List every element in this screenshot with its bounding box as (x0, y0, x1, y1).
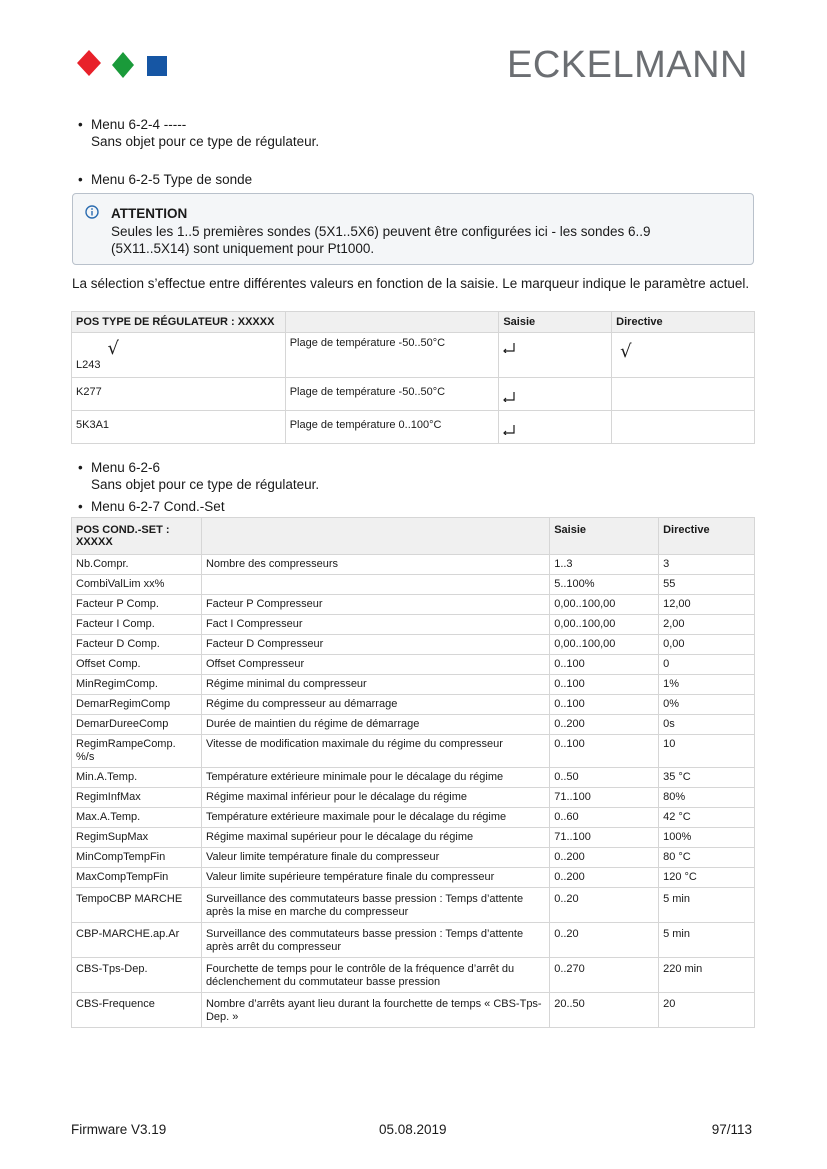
param-default: 220 min (659, 958, 755, 993)
param-name: RegimRampeComp. %/s (72, 735, 202, 768)
param-desc (201, 575, 549, 595)
directive-cell (612, 378, 755, 411)
attention-box (72, 193, 754, 265)
param-range: 0..50 (550, 768, 659, 788)
param-default: 12,00 (659, 595, 755, 615)
param-desc: Régime maximal inférieur pour le décalage du régime (201, 788, 549, 808)
param-name: CBS-Tps-Dep. (72, 958, 202, 993)
header-saisie: Saisie (499, 312, 612, 333)
param-name: Facteur I Comp. (72, 615, 202, 635)
sensor-name: 5K3A1 (72, 411, 286, 444)
param-name: CombiValLim xx% (72, 575, 202, 595)
current-marker-icon: √ (107, 338, 120, 359)
directive-marker-icon: √ (620, 341, 632, 362)
param-range: 0..270 (550, 958, 659, 993)
header-desc (285, 312, 499, 333)
param-range: 0..200 (550, 715, 659, 735)
table-row (72, 788, 755, 808)
bullet-title: Menu 6-2-7 Cond.-Set (91, 499, 225, 514)
param-name: CBS-Frequence (72, 993, 202, 1028)
param-desc: Valeur limite température finale du compresseur (201, 848, 549, 868)
table-header-row (72, 312, 755, 333)
param-desc: Valeur limite supérieure température finale du compresseur (201, 868, 549, 888)
table-row (72, 695, 755, 715)
enter-icon (503, 343, 515, 353)
table-row (72, 868, 755, 888)
param-desc: Offset Compresseur (201, 655, 549, 675)
eckelmann-logo (74, 46, 170, 80)
param-range: 0..200 (550, 868, 659, 888)
param-default: 0,00 (659, 635, 755, 655)
bullet-menu-6-2-4: • Menu 6-2-4 ----- Sans objet pour ce type de régulateur. (78, 117, 320, 149)
cond-set-table (71, 517, 755, 1028)
bullet-menu-6-2-7: • Menu 6-2-7 Cond.-Set (78, 499, 225, 514)
param-desc: Nombre des compresseurs (201, 555, 549, 575)
param-range: 71..100 (550, 828, 659, 848)
header-pos: POS TYPE DE RÉGULATEUR : XXXXX (72, 312, 286, 333)
table-row (72, 828, 755, 848)
param-default: 20 (659, 993, 755, 1028)
logo-red-diamond (77, 50, 101, 76)
param-name: CBP-MARCHE.ap.Ar (72, 923, 202, 958)
param-default: 1% (659, 675, 755, 695)
param-default: 80 °C (659, 848, 755, 868)
table-row (72, 993, 755, 1028)
param-range: 0,00..100,00 (550, 595, 659, 615)
param-range: 0..100 (550, 695, 659, 715)
footer-page-number: 97/113 (711, 1122, 752, 1137)
directive-cell (612, 411, 755, 444)
param-desc: Surveillance des commutateurs basse pression : Temps d’attente après la mise en marche du compresseur (201, 888, 549, 923)
param-default: 5 min (659, 888, 755, 923)
sensor-type-table (71, 311, 755, 444)
bullet-title: Menu 6-2-5 Type de sonde (91, 172, 253, 187)
footer-firmware: Firmware V3.19 (71, 1122, 167, 1137)
table-row (72, 615, 755, 635)
attention-title: ATTENTION (111, 206, 188, 221)
table-row (72, 675, 755, 695)
param-desc: Régime maximal supérieur pour le décalage du régime (201, 828, 549, 848)
param-desc: Nombre d’arrêts ayant lieu durant la fourchette de temps « CBS-Tps-Dep. » (201, 993, 549, 1028)
header-directive: Directive (612, 312, 755, 333)
bullet-title: Menu 6-2-4 ----- (91, 117, 187, 132)
param-range: 5..100% (550, 575, 659, 595)
table-row (72, 808, 755, 828)
table-row (72, 555, 755, 575)
info-icon (85, 205, 99, 219)
param-desc: Durée de maintien du régime de démarrage (201, 715, 549, 735)
param-desc: Régime du compresseur au démarrage (201, 695, 549, 715)
sensor-name-cell (72, 333, 286, 378)
param-range: 0,00..100,00 (550, 635, 659, 655)
table-row (72, 923, 755, 958)
bullet-title: Menu 6-2-6 (91, 460, 161, 475)
param-desc: Facteur D Compresseur (201, 635, 549, 655)
param-default: 42 °C (659, 808, 755, 828)
table-header-row (72, 518, 755, 555)
param-name: Max.A.Temp. (72, 808, 202, 828)
param-name: MinCompTempFin (72, 848, 202, 868)
param-desc: Vitesse de modification maximale du régime du compresseur (201, 735, 549, 768)
param-range: 71..100 (550, 788, 659, 808)
param-desc: Facteur P Compresseur (201, 595, 549, 615)
param-range: 0..100 (550, 675, 659, 695)
param-desc: Fourchette de temps pour le contrôle de la fréquence d’arrêt du déclenchement du commutateur basse pression (201, 958, 549, 993)
cond-set-body (72, 555, 755, 1028)
table-row (72, 848, 755, 868)
directive-cell (612, 333, 755, 378)
param-desc: Régime minimal du compresseur (201, 675, 549, 695)
table-row (72, 575, 755, 595)
header-desc (201, 518, 549, 555)
sensor-desc: Plage de température -50..50°C (285, 378, 499, 411)
param-default: 10 (659, 735, 755, 768)
table-row (72, 411, 755, 444)
param-default: 5 min (659, 923, 755, 958)
table-row (72, 655, 755, 675)
param-range: 1..3 (550, 555, 659, 575)
param-name: DemarRegimComp (72, 695, 202, 715)
param-name: Facteur P Comp. (72, 595, 202, 615)
saisie-cell (499, 411, 612, 444)
param-desc: Surveillance des commutateurs basse pression : Temps d’attente après arrêt du compresseur (201, 923, 549, 958)
sensor-desc: Plage de température 0..100°C (285, 411, 499, 444)
table-row (72, 378, 755, 411)
table-row (72, 715, 755, 735)
table-row (72, 595, 755, 615)
param-name: MaxCompTempFin (72, 868, 202, 888)
logo-blue-square (147, 56, 167, 76)
param-desc: Température extérieure maximale pour le décalage du régime (201, 808, 549, 828)
param-name: DemarDureeComp (72, 715, 202, 735)
bullet-subtext: Sans objet pour ce type de régulateur. (91, 134, 320, 149)
sensor-desc: Plage de température -50..50°C (285, 333, 499, 378)
param-default: 80% (659, 788, 755, 808)
param-name: RegimInfMax (72, 788, 202, 808)
bullet-subtext: Sans objet pour ce type de régulateur. (91, 477, 320, 492)
param-default: 3 (659, 555, 755, 575)
header-saisie: Saisie (550, 518, 659, 555)
param-desc: Fact I Compresseur (201, 615, 549, 635)
saisie-cell (499, 333, 612, 378)
logo-green-diamond (112, 52, 134, 78)
table-row (72, 958, 755, 993)
param-range: 0..100 (550, 735, 659, 768)
param-name: Offset Comp. (72, 655, 202, 675)
attention-text: Seules les 1..5 premières sondes (5X1..5X6) peuvent être configurées ici - les sondes 6..9 (5X11..5X14) sont uniquement pour Pt1000. (111, 224, 651, 256)
param-name: RegimSupMax (72, 828, 202, 848)
table-row (72, 635, 755, 655)
param-default: 120 °C (659, 868, 755, 888)
bullet-menu-6-2-6: • Menu 6-2-6 Sans objet pour ce type de régulateur. (78, 460, 320, 492)
param-name: Min.A.Temp. (72, 768, 202, 788)
param-default: 0% (659, 695, 755, 715)
param-name: Nb.Compr. (72, 555, 202, 575)
header-pos: POS COND.-SET : XXXXX (72, 518, 202, 555)
sensor-name: K277 (72, 378, 286, 411)
param-default: 0s (659, 715, 755, 735)
param-range: 0..60 (550, 808, 659, 828)
bullet-menu-6-2-5: • Menu 6-2-5 Type de sonde (78, 172, 253, 187)
table-row (72, 888, 755, 923)
param-default: 55 (659, 575, 755, 595)
selection-paragraph: La sélection s’effectue entre différentes valeurs en fonction de la saisie. Le marqueur indique le paramètre actuel. (72, 276, 750, 291)
param-range: 0..100 (550, 655, 659, 675)
param-default: 2,00 (659, 615, 755, 635)
enter-icon (503, 425, 515, 435)
param-name: TempoCBP MARCHE (72, 888, 202, 923)
table-row (72, 768, 755, 788)
enter-icon (503, 392, 515, 402)
saisie-cell (499, 378, 612, 411)
header-directive: Directive (659, 518, 755, 555)
param-default: 0 (659, 655, 755, 675)
param-range: 0..20 (550, 888, 659, 923)
sensor-name: L243 (76, 359, 101, 371)
param-range: 0..200 (550, 848, 659, 868)
footer-date: 05.08.2019 (379, 1122, 447, 1137)
param-default: 35 °C (659, 768, 755, 788)
table-row (72, 735, 755, 768)
param-name: MinRegimComp. (72, 675, 202, 695)
param-range: 0,00..100,00 (550, 615, 659, 635)
table-row (72, 333, 755, 378)
param-name: Facteur D Comp. (72, 635, 202, 655)
param-range: 0..20 (550, 923, 659, 958)
brand-name: ECKELMANN (507, 44, 748, 86)
param-range: 20..50 (550, 993, 659, 1028)
param-desc: Température extérieure minimale pour le décalage du régime (201, 768, 549, 788)
param-default: 100% (659, 828, 755, 848)
